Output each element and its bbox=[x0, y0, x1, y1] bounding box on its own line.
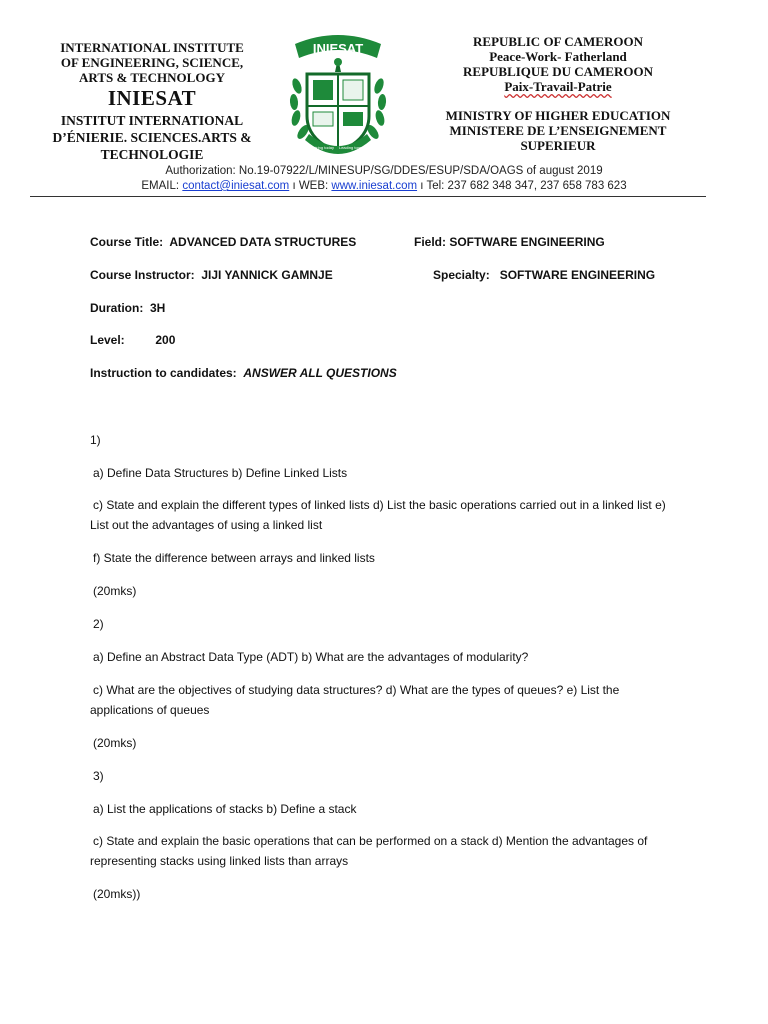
institute-acronym: INIESAT bbox=[107, 86, 197, 110]
question-marks: (20mks) bbox=[93, 736, 137, 750]
instruction-label: Instruction to candidates: bbox=[90, 366, 237, 380]
institute-name-line: ARTS & TECHNOLOGY bbox=[79, 70, 225, 85]
telephone: Tel: 237 682 348 347, 237 658 783 623 bbox=[426, 180, 627, 192]
question-number: 2) bbox=[93, 617, 104, 631]
institute-name-fr-line: INSTITUT INTERNATIONAL bbox=[60, 113, 244, 128]
course-title-value: ADVANCED DATA STRUCTURES bbox=[169, 235, 357, 249]
country-motto: Peace-Work- Fatherland bbox=[489, 49, 627, 64]
ministry-block bbox=[424, 34, 692, 153]
email-link[interactable]: contact@iniesat.com bbox=[182, 180, 290, 192]
instructor-label: Course Instructor: bbox=[90, 268, 195, 282]
ministry-name-fr: MINISTERE DE L’ENSEIGNEMENT bbox=[449, 123, 667, 138]
ministry-name-fr-cont: SUPERIEUR bbox=[520, 138, 596, 153]
course-title-label: Course Title: bbox=[90, 235, 164, 249]
instruction-value: ANSWER ALL QUESTIONS bbox=[243, 366, 397, 380]
instruction-row bbox=[90, 366, 397, 380]
instructor-row bbox=[90, 268, 333, 282]
ministry-name: MINISTRY OF HIGHER EDUCATION bbox=[445, 108, 671, 123]
institute-name-line: OF ENGINEERING, SCIENCE, bbox=[60, 55, 244, 70]
course-title-row bbox=[90, 235, 356, 249]
level-row bbox=[90, 333, 175, 347]
email-label: EMAIL: bbox=[141, 180, 180, 192]
duration-row bbox=[90, 301, 165, 315]
contact-line: EMAIL: contact@iniesat.com ı WEB: www.iniesat.com ı Tel: 237 682 348 347, 237 658 783 623 bbox=[141, 180, 627, 192]
logo-motto-right: Leading tomorrow bbox=[338, 145, 372, 150]
institute-name-fr-line: D’ÉNIERIE. SCIENCES.ARTS & bbox=[52, 130, 252, 145]
iniesat-crest-logo bbox=[283, 28, 393, 163]
web-link[interactable]: www.iniesat.com bbox=[331, 180, 418, 192]
country-name: REPUBLIC OF CAMEROON bbox=[473, 34, 643, 49]
question-marks: (20mks) bbox=[93, 584, 137, 598]
specialty-row bbox=[433, 268, 655, 282]
field-value: SOFTWARE ENGINEERING bbox=[449, 235, 605, 249]
logo-banner-text: INIESAT bbox=[312, 41, 364, 56]
field-label: Field: bbox=[414, 235, 446, 249]
logo-motto-left: Inspiring today bbox=[307, 145, 335, 150]
web-label: WEB: bbox=[298, 180, 329, 192]
contact-block bbox=[0, 164, 768, 194]
institute-name-block bbox=[38, 40, 266, 162]
instructor-value: JIJI YANNICK GAMNJE bbox=[201, 268, 333, 282]
institute-name-line: INTERNATIONAL INSTITUTE bbox=[60, 40, 244, 55]
specialty-value: SOFTWARE ENGINEERING bbox=[499, 268, 656, 282]
level-label: Level: bbox=[90, 333, 125, 347]
question-part: f) State the difference between arrays and linked lists bbox=[93, 551, 375, 565]
question-part: c) What are the objectives of studying data structures? d) What are the types of queues? e) List the applications of queues bbox=[90, 683, 620, 717]
question-part: a) Define an Abstract Data Type (ADT) b) What are the advantages of modularity? bbox=[93, 650, 529, 664]
duration-label: Duration: bbox=[90, 301, 144, 315]
question-part: a) List the applications of stacks b) Define a stack bbox=[93, 802, 357, 816]
question-part: c) State and explain the basic operations that can be performed on a stack d) Mention the advantages of representing stacks using linked lists than arrays bbox=[90, 834, 648, 868]
question-number: 1) bbox=[90, 433, 101, 447]
question-part: c) State and explain the different types of linked lists d) List the basic operations carried out in a linked list e) List out the advantages of using a linked list bbox=[90, 498, 666, 532]
country-name-fr: REPUBLIQUE DU CAMEROON bbox=[463, 64, 653, 79]
country-motto-fr: Paix-Travail-Patrie bbox=[504, 79, 612, 94]
header-divider bbox=[30, 196, 706, 197]
question-part: a) Define Data Structures b) Define Linked Lists bbox=[93, 466, 348, 480]
authorization-line: Authorization: No.19-07922/L/MINESUP/SG/DDES/ESUP/SDA/OAGS of august 2019 bbox=[165, 165, 603, 177]
institute-name-fr-line: TECHNOLOGIE bbox=[100, 147, 204, 162]
question-number: 3) bbox=[93, 769, 104, 783]
specialty-label: Specialty: bbox=[433, 268, 490, 282]
question-marks: (20mks)) bbox=[93, 887, 141, 901]
duration-value: 3H bbox=[150, 301, 166, 315]
field-row bbox=[414, 235, 605, 249]
level-value: 200 bbox=[155, 333, 176, 347]
